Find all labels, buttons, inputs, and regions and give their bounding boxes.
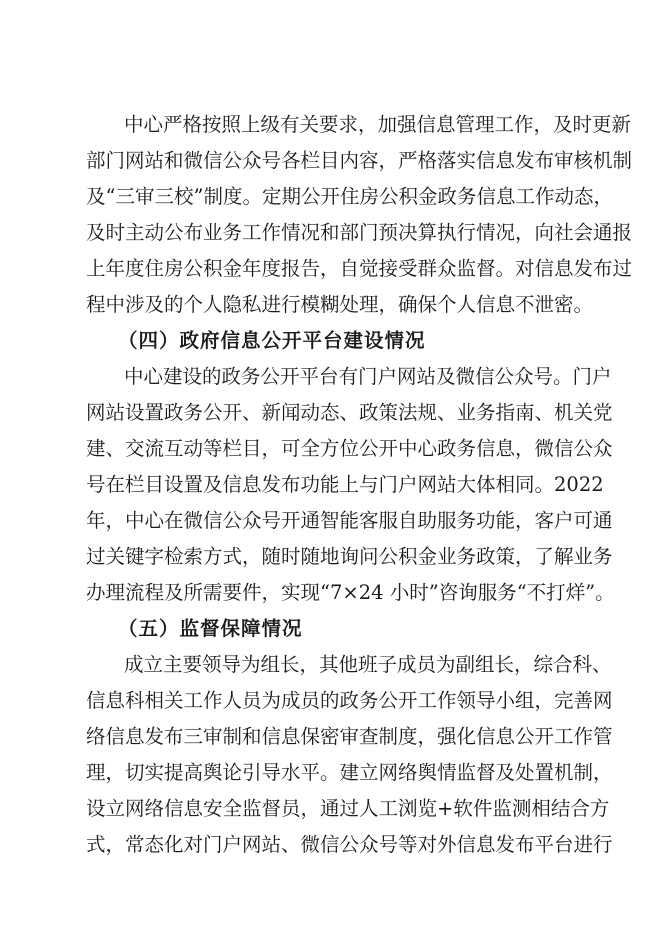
paragraph-3-line-3: 络信息发布三审制和信息保密审查制度，强化信息公开工作管 (86, 725, 613, 748)
paragraph-1-line-5: 上年度住房公积金年度报告，自觉接受群众监督。对信息发布过 (86, 257, 633, 280)
paragraph-2-line-7: 办理流程及所需要件，实现“7×24 小时”咨询服务“不打烊”。 (86, 581, 615, 604)
paragraph-2-line-2: 网站设置政务公开、新闻动态、政策法规、业务指南、机关党 (86, 401, 613, 424)
paragraph-1-line-6: 程中涉及的个人隐私进行模糊处理，确保个人信息不泄密。 (86, 293, 594, 316)
paragraph-1-line-1: 中心严格按照上级有关要求，加强信息管理工作，及时更新 (124, 113, 632, 136)
paragraph-3-line-2: 信息科相关工作人员为成员的政务公开工作领导小组，完善网 (86, 689, 613, 712)
paragraph-2-line-5: 年，中心在微信公众号开通智能客服自助服务功能，客户可通 (86, 509, 613, 532)
paragraph-2-line-4: 号在栏目设置及信息发布功能上与门户网站大体相同。2022 (86, 473, 604, 496)
paragraph-2-line-3: 建、交流互动等栏目，可全方位公开中心政务信息，微信公众 (86, 437, 613, 460)
section-heading-4: （四）政府信息公开平台建设情况 (118, 329, 426, 352)
section-heading-5: （五）监督保障情况 (118, 617, 303, 640)
paragraph-3-line-4: 理，切实提高舆论引导水平。建立网络舆情监督及处置机制， (86, 761, 613, 784)
paragraph-3-line-6: 式，常态化对门户网站、微信公众号等对外信息发布平台进行 (86, 833, 613, 856)
paragraph-1-line-2: 部门网站和微信公众号各栏目内容，严格落实信息发布审核机制 (86, 149, 633, 172)
paragraph-2-line-6: 过关键字检索方式，随时随地询问公积金业务政策，了解业务 (86, 545, 613, 568)
paragraph-1-line-3: 及“三审三校”制度。定期公开住房公积金政务信息工作动态， (86, 185, 613, 208)
paragraph-1-line-4: 及时主动公布业务工作情况和部门预决算执行情况，向社会通报 (86, 221, 633, 244)
paragraph-2-line-1: 中心建设的政务公开平台有门户网站及微信公众号。门户 (124, 365, 612, 388)
paragraph-3-line-5: 设立网络信息安全监督员，通过人工浏览+软件监测相结合方 (86, 797, 610, 820)
paragraph-3-line-1: 成立主要领导为组长，其他班子成员为副组长，综合科、 (124, 653, 612, 676)
